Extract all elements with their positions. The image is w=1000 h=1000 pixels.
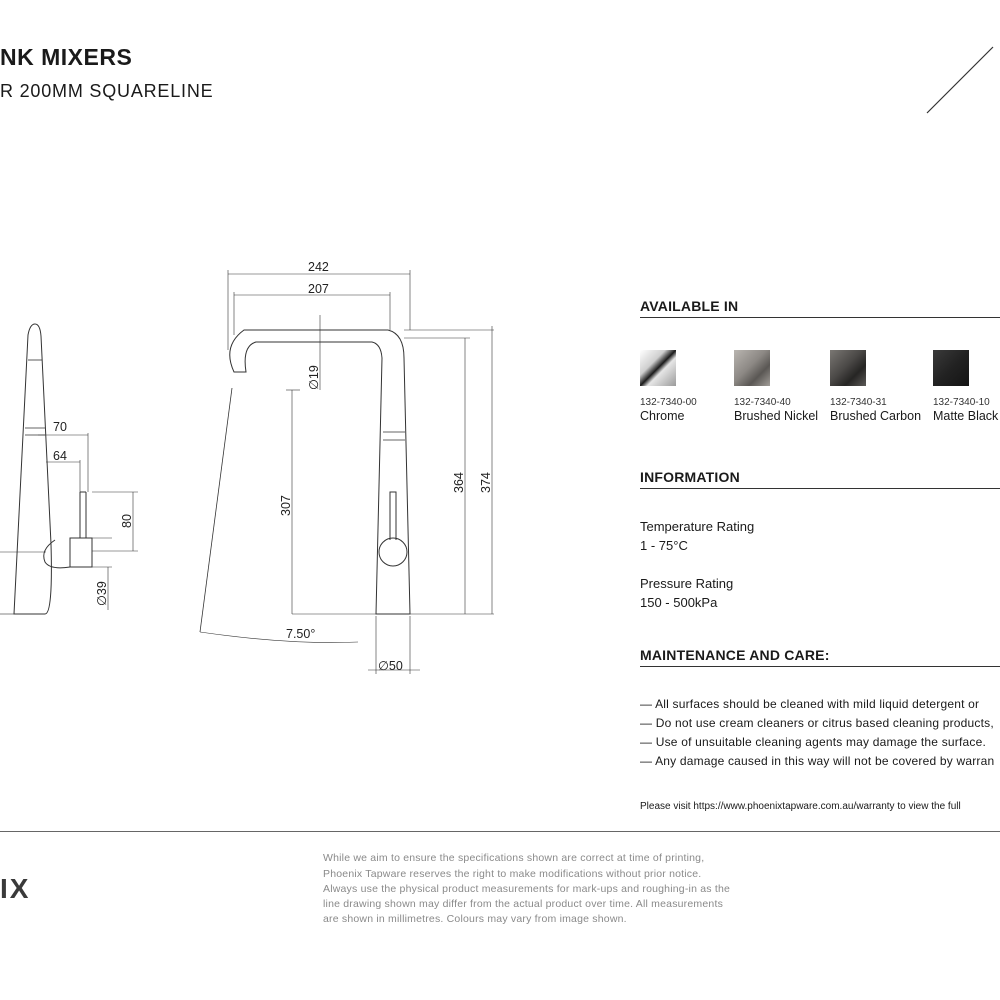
dim-39-diameter: ∅39 — [95, 581, 109, 606]
disclaimer-line: Phoenix Tapware reserves the right to make modifications without prior notice. — [323, 868, 702, 880]
brushed-nickel-swatch — [734, 350, 770, 386]
corner-decorative-line — [920, 40, 1000, 120]
temperature-rating-value: 1 - 75°C — [640, 538, 688, 553]
maintenance-item: — Use of unsuitable cleaning agents may damage the surface. — [640, 735, 986, 749]
dim-307: 307 — [279, 495, 293, 516]
dim-242: 242 — [308, 260, 329, 274]
dim-19-diameter: ∅19 — [307, 365, 321, 390]
disclaimer-line: line drawing shown may differ from the actual product over time. All measurements — [323, 898, 724, 910]
matte-black-swatch — [933, 350, 969, 386]
pressure-rating-value: 150 - 500kPa — [640, 595, 718, 610]
disclaimer-line: While we aim to ensure the specifications shown are correct at time of printing, — [323, 852, 705, 864]
available-in-rule — [640, 317, 1000, 318]
brushed-carbon-swatch — [830, 350, 866, 386]
product-subtitle: R 200MM SQUARELINE — [0, 81, 214, 101]
pressure-rating-label: Pressure Rating — [640, 576, 734, 591]
brand-logo: IX — [0, 873, 31, 904]
front-view-drawing — [200, 330, 410, 643]
chrome-swatch — [640, 350, 676, 386]
maintenance-rule — [640, 666, 1000, 667]
footer-rule — [0, 831, 1000, 832]
dim-64: 64 — [53, 449, 67, 463]
front-view-dimension-lines — [228, 270, 494, 674]
dim-207: 207 — [308, 282, 329, 296]
disclaimer-line: are shown in millimetres. Colours may vary from image shown. — [323, 913, 627, 925]
maintenance-item: — All surfaces should be cleaned with mild liquid detergent or — [640, 697, 980, 711]
dim-80: 80 — [120, 514, 134, 528]
finish-code: 132-7340-40 — [734, 397, 791, 408]
dim-angle: 7.50° — [286, 627, 316, 641]
temperature-rating-label: Temperature Rating — [640, 519, 755, 534]
maintenance-heading: MAINTENANCE AND CARE: — [640, 647, 830, 663]
finish-name: Brushed Nickel — [734, 409, 819, 423]
dim-70: 70 — [53, 420, 67, 434]
maintenance-item: — Do not use cream cleaners or citrus based cleaning products, — [640, 716, 994, 730]
finish-name: Chrome — [640, 409, 685, 423]
product-title: NK MIXERS — [0, 44, 133, 70]
dim-364: 364 — [452, 472, 466, 493]
maintenance-item: — Any damage caused in this way will not be covered by warran — [640, 754, 995, 768]
technical-drawing — [0, 250, 520, 680]
information-heading: INFORMATION — [640, 469, 740, 485]
information-rule — [640, 488, 1000, 489]
disclaimer-line: Always use the physical product measurements for mark-ups and roughing-in as the — [323, 883, 731, 895]
warranty-link-text[interactable]: Please visit https://www.phoenixtapware.com.au/warranty to view the full — [640, 801, 961, 812]
finish-name: Brushed Carbon — [830, 409, 922, 423]
side-view-drawing — [0, 324, 92, 614]
available-in-heading: AVAILABLE IN — [640, 298, 739, 314]
finish-code: 132-7340-31 — [830, 397, 887, 408]
finish-code: 132-7340-10 — [933, 397, 990, 408]
dim-374: 374 — [479, 472, 493, 493]
finish-name: Matte Black — [933, 409, 999, 423]
dim-50-diameter: ∅50 — [378, 659, 403, 673]
finish-code: 132-7340-00 — [640, 397, 697, 408]
